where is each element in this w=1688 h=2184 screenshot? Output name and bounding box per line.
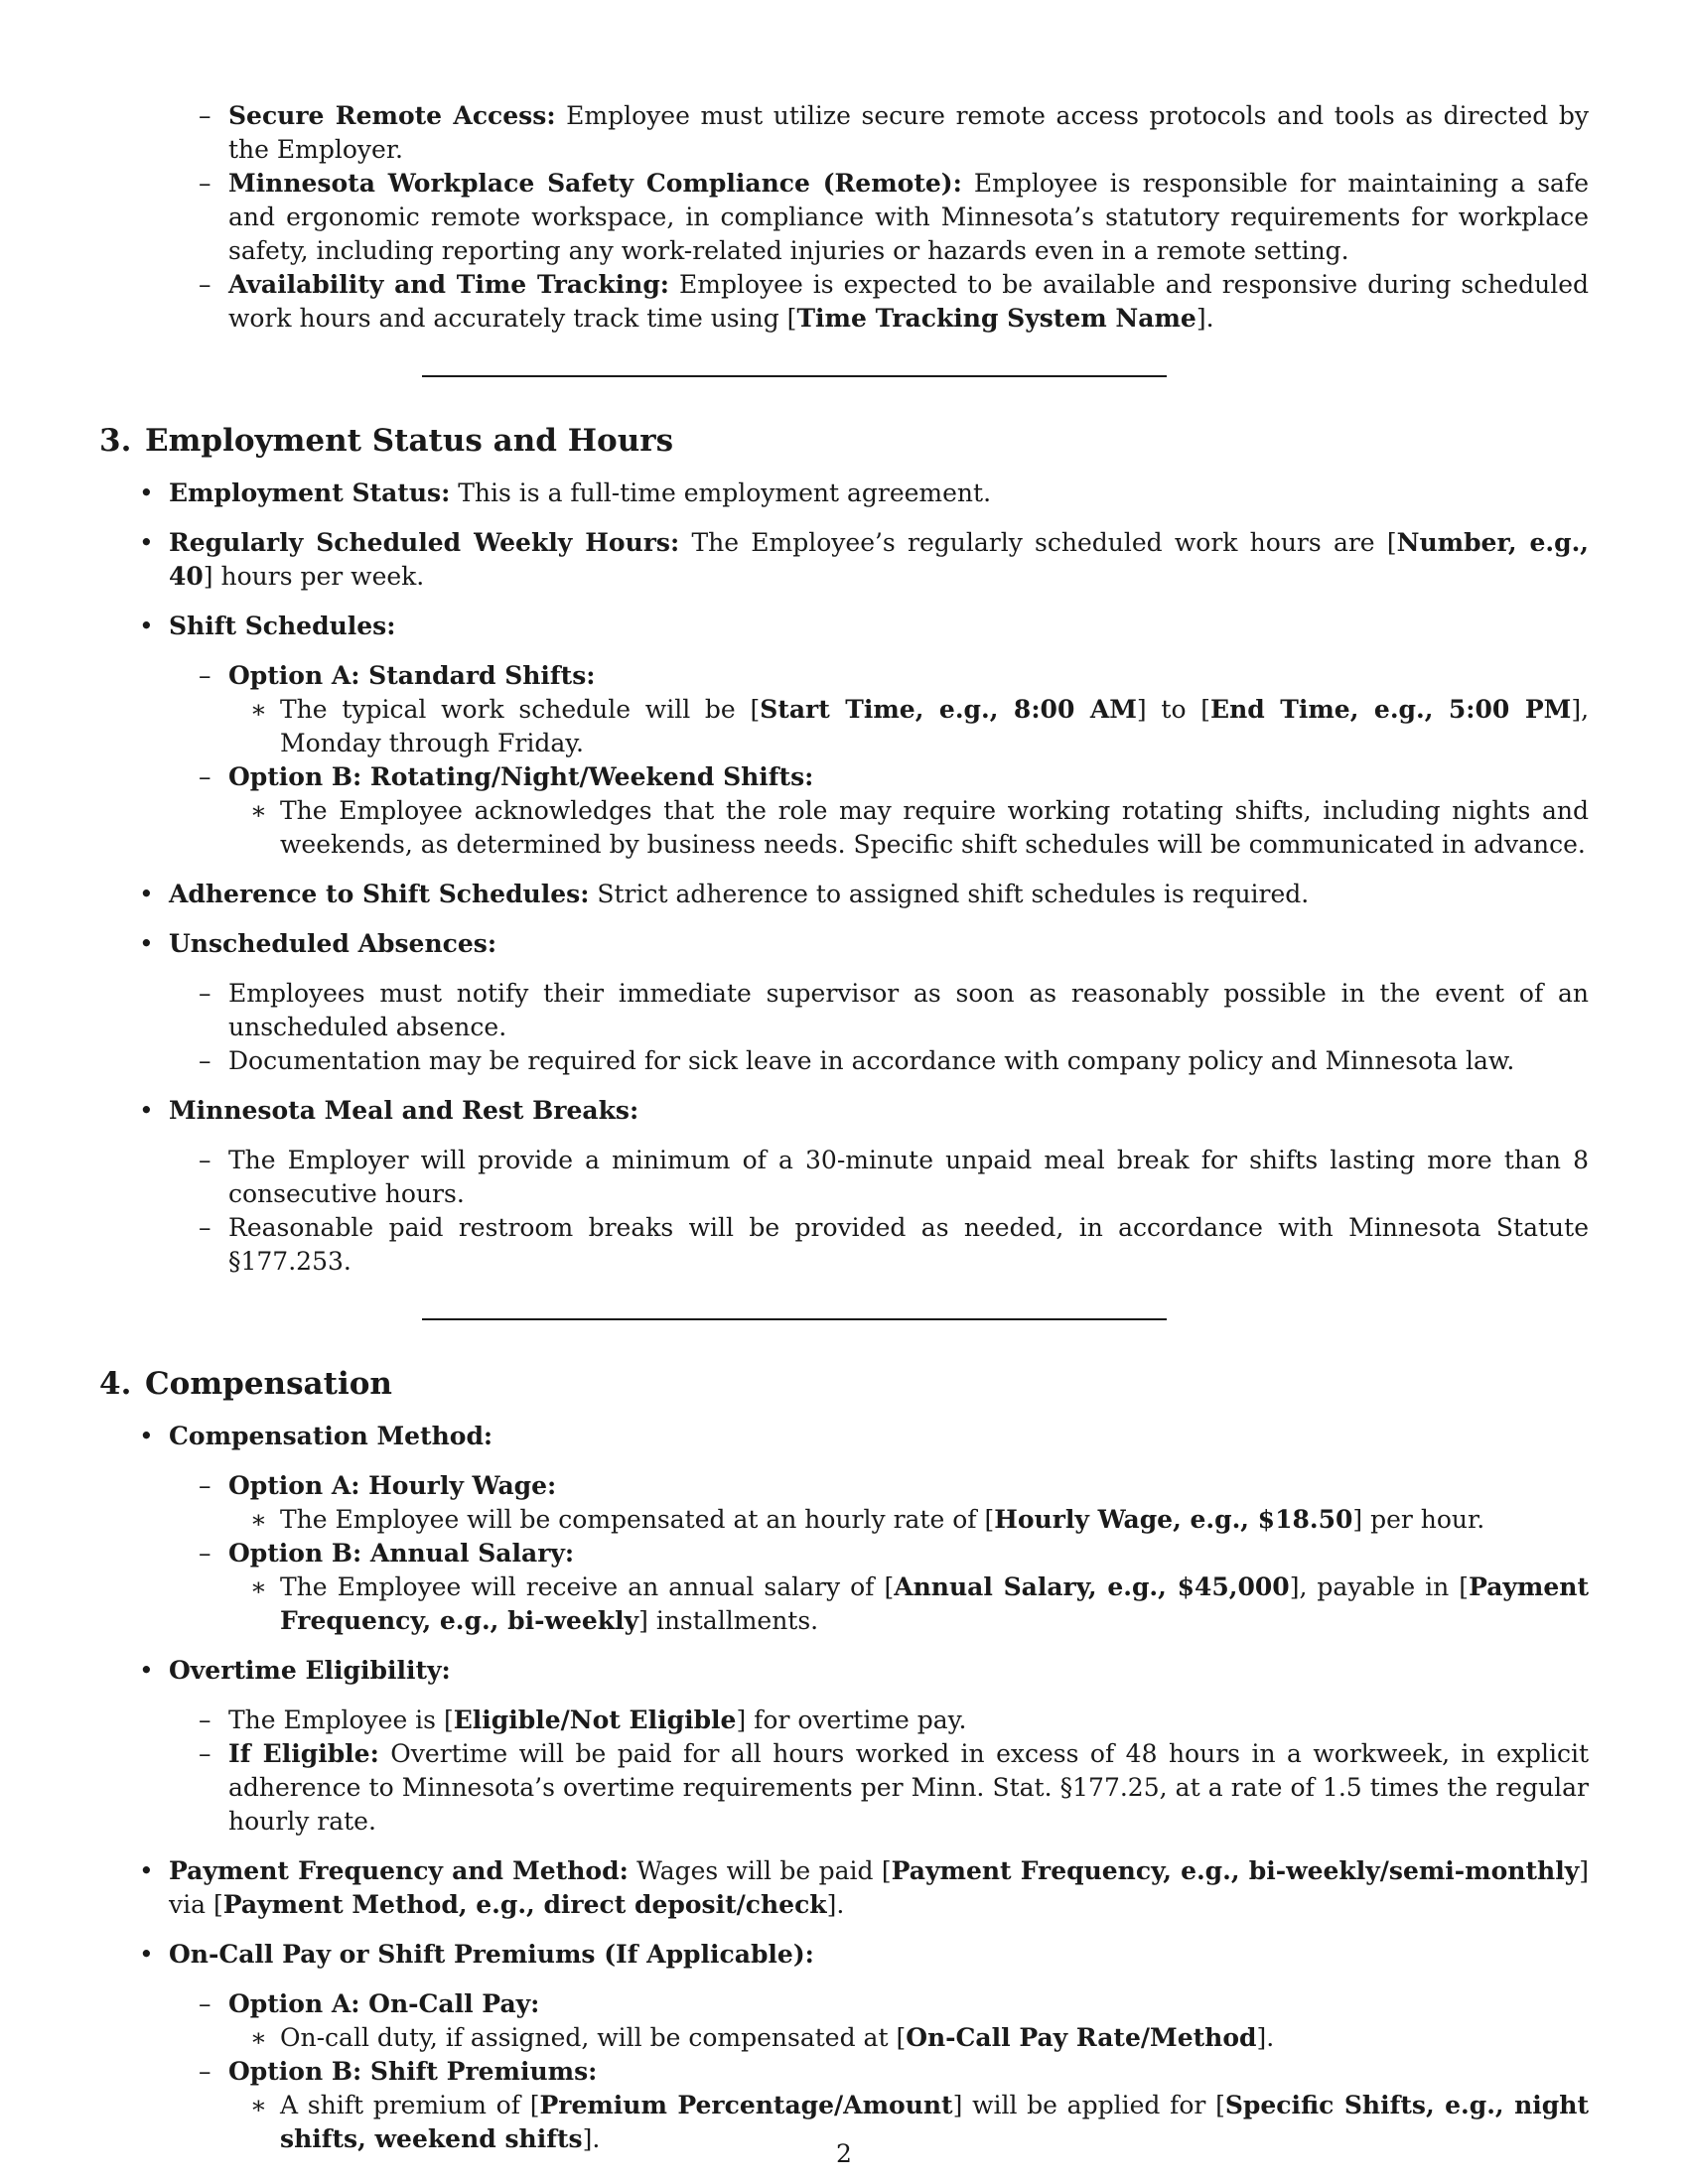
list-item: – The Employer will provide a minimum of a 30-minute unpaid meal break for shifts lasting more than 8 consecutive hours. [169, 1144, 1589, 1211]
list-item: – The Employee is [Eligible/Not Eligible] for overtime pay. [169, 1704, 1589, 1737]
list-item: – Secure Remote Access: Employee must utilize secure remote access protocols and tools as directed by the Employer. [99, 99, 1589, 167]
section-divider [422, 1318, 1167, 1320]
list-item: – Employees must notify their immediate supervisor as soon as reasonably possible in the event of an unscheduled absence. [169, 977, 1589, 1044]
section-divider [422, 375, 1167, 377]
list-item: • Overtime Eligibility: – The Employee is [Eligible/Not Eligible] for overtime pay. – If Eligible: Overtime will be paid for all hours worked in excess of 48 hours in a workweek, in explicit adherence to Minnesota’s overtime requirements per Minn. Stat. §177.25, at a rate of 1.5 times the regular hourly rate. [99, 1654, 1589, 1839]
list-item: • Payment Frequency and Method: Wages will be paid [Payment Frequency, e.g., bi-weekly/semi-monthly] via [Payment Method, e.g., direct deposit/check]. [99, 1854, 1589, 1922]
list-item: • On-Call Pay or Shift Premiums (If Applicable): – Option A: On-Call Pay: ∗ On-call duty, if assigned, will be compensated at [On-Call Pay Rate/Method]. – Option B: Shift Premiums: ∗ A shift premium of [Premium Percentage/Amount] will be applied for [Specific Shifts, e.g., night shifts, weekend shifts]. [99, 1938, 1589, 2156]
section-4-list [99, 1420, 1589, 2156]
sublist [169, 977, 1589, 1078]
list-item: ∗ A shift premium of [Premium Percentage/Amount] will be applied for [Specific Shifts, e.g., night shifts, weekend shifts]. [228, 2089, 1589, 2156]
list-item: – Minnesota Workplace Safety Compliance (Remote): Employee is responsible for maintaining a safe and ergonomic remote workspace, in compliance with Minnesota’s statutory requirements for workplace safety, including reporting any work-related injuries or hazards even in a remote setting. [99, 167, 1589, 268]
sublist [228, 1570, 1589, 1638]
list-item: – Option B: Shift Premiums: ∗ A shift premium of [Premium Percentage/Amount] will be applied for [Specific Shifts, e.g., night shifts, weekend shifts]. [169, 2055, 1589, 2156]
section-3-list [99, 477, 1589, 1279]
section-heading: 4. Compensation [99, 1366, 392, 1402]
list-item: ∗ The Employee will receive an annual salary of [Annual Salary, e.g., $45,000], payable in [Payment Frequency, e.g., bi-weekly] installments. [228, 1570, 1589, 1638]
sublist [169, 1144, 1589, 1279]
list-item: – Documentation may be required for sick leave in accordance with company policy and Minnesota law. [169, 1044, 1589, 1078]
document-page [99, 99, 1589, 2156]
list-item: – Availability and Time Tracking: Employee is expected to be available and responsive during scheduled work hours and accurately track time using [Time Tracking System Name]. [99, 268, 1589, 336]
sublist [228, 794, 1589, 862]
list-item: • Adherence to Shift Schedules: Strict adherence to assigned shift schedules is required. [99, 878, 1589, 911]
list-item: • Employment Status: This is a full-time employment agreement. [99, 477, 1589, 510]
sublist [169, 1704, 1589, 1839]
list-item: – Option B: Rotating/Night/Weekend Shifts: ∗ The Employee acknowledges that the role may require working rotating shifts, including nights and weekends, as determined by business needs. Specific shift schedules will be communicated in advance. [169, 760, 1589, 862]
remote-work-list [99, 99, 1589, 336]
list-item: • Shift Schedules: – Option A: Standard Shifts: ∗ The typical work schedule will be [Start Time, e.g., 8:00 AM] to [End Time, e.g., 5:00 PM], Monday through Friday. – Option B: Rotating/Night/Weekend Shifts: ∗ The Employee acknowledges that the role may require working rotating shifts, including nights and weekends, as determined by business needs. Specific shift schedules will be communicated in advance. [99, 610, 1589, 862]
page-number: 2 [836, 2139, 852, 2168]
list-item: – Option A: On-Call Pay: ∗ On-call duty, if assigned, will be compensated at [On-Call Pay Rate/Method]. [169, 1987, 1589, 2055]
sublist [169, 659, 1589, 862]
list-item: ∗ The Employee acknowledges that the role may require working rotating shifts, including nights and weekends, as determined by business needs. Specific shift schedules will be communicated in advance. [228, 794, 1589, 862]
list-item: • Minnesota Meal and Rest Breaks: – The Employer will provide a minimum of a 30-minute unpaid meal break for shifts lasting more than 8 consecutive hours. – Reasonable paid restroom breaks will be provided as needed, in accordance with Minnesota Statute §177.253. [99, 1094, 1589, 1279]
list-item: • Compensation Method: – Option A: Hourly Wage: ∗ The Employee will be compensated at an hourly rate of [Hourly Wage, e.g., $18.50] per hour. – Option B: Annual Salary: ∗ The Employee will receive an annual salary of [Annual Salary, e.g., $45,000], payable in [Payment Frequency, e.g., bi-weekly] installments. [99, 1420, 1589, 1638]
list-item: ∗ On-call duty, if assigned, will be compensated at [On-Call Pay Rate/Method]. [228, 2021, 1589, 2055]
sublist [169, 1987, 1589, 2156]
list-item: ∗ The Employee will be compensated at an hourly rate of [Hourly Wage, e.g., $18.50] per hour. [228, 1503, 1589, 1537]
list-item: – Option B: Annual Salary: ∗ The Employee will receive an annual salary of [Annual Salary, e.g., $45,000], payable in [Payment Frequency, e.g., bi-weekly] installments. [169, 1537, 1589, 1638]
sublist [228, 1503, 1589, 1537]
list-item: ∗ The typical work schedule will be [Start Time, e.g., 8:00 AM] to [End Time, e.g., 5:00 PM], Monday through Friday. [228, 693, 1589, 760]
list-item: • Unscheduled Absences: – Employees must notify their immediate supervisor as soon as reasonably possible in the event of an unscheduled absence. – Documentation may be required for sick leave in accordance with company policy and Minnesota law. [99, 927, 1589, 1078]
sublist [169, 1469, 1589, 1638]
list-item: – If Eligible: Overtime will be paid for all hours worked in excess of 48 hours in a workweek, in explicit adherence to Minnesota’s overtime requirements per Minn. Stat. §177.25, at a rate of 1.5 times the regular hourly rate. [169, 1737, 1589, 1839]
list-item: – Option A: Hourly Wage: ∗ The Employee will be compensated at an hourly rate of [Hourly Wage, e.g., $18.50] per hour. [169, 1469, 1589, 1537]
sublist [228, 2021, 1589, 2055]
list-item: • Regularly Scheduled Weekly Hours: The Employee’s regularly scheduled work hours are [Number, e.g., 40] hours per week. [99, 526, 1589, 594]
sublist [228, 693, 1589, 760]
section-heading: 3. Employment Status and Hours [99, 423, 674, 459]
list-item: – Option A: Standard Shifts: ∗ The typical work schedule will be [Start Time, e.g., 8:00 AM] to [End Time, e.g., 5:00 PM], Monday through Friday. [169, 659, 1589, 760]
list-item: – Reasonable paid restroom breaks will be provided as needed, in accordance with Minnesota Statute §177.253. [169, 1211, 1589, 1279]
